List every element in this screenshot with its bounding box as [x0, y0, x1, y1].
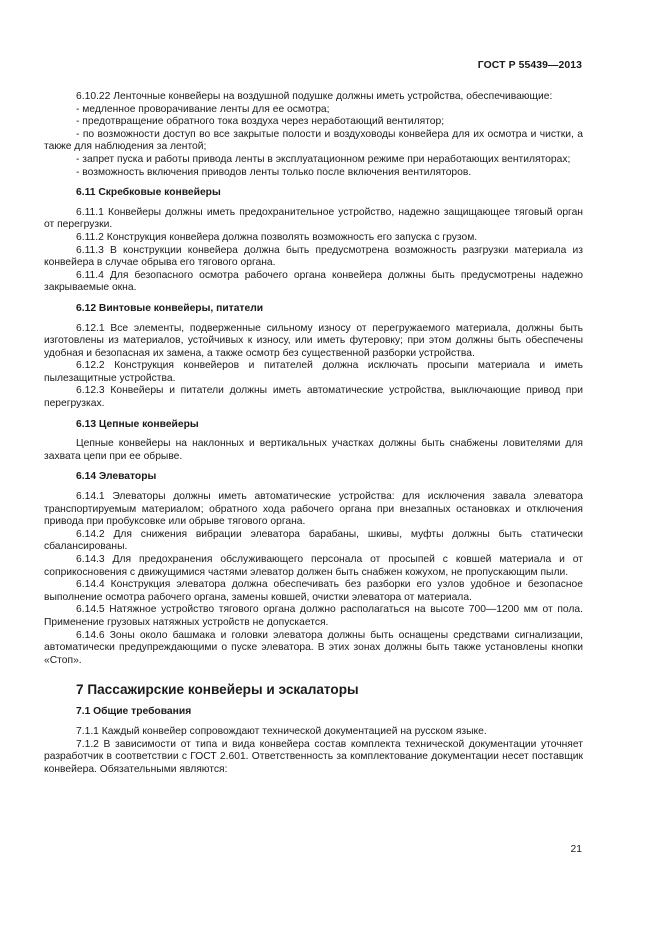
- paragraph: 6.11.2 Конструкция конвейера должна позволять возможность его запуска с грузом.: [76, 231, 478, 243]
- paragraph: - медленное проворачивание ленты для ее осмотра;: [76, 103, 330, 115]
- subsection-heading: 6.12 Винтовые конвейеры, питатели: [76, 302, 264, 314]
- paragraph: 6.14.4 Конструкция элеватора должна обеспечивать без разборки его узлов удобное и безопасное выполнение осмотра рабочего органа, замены ковшей, очистки элеватора от материала.: [44, 579, 583, 603]
- paragraph: - по возможности доступ во все закрытые полости и воздуховоды конвейера для их осмотра и чистки, а также для наблюдения за лентой;: [44, 128, 583, 153]
- paragraph: Цепные конвейеры на наклонных и вертикальных участках должны быть снабжены ловителями для захвата цепи при ее обрыве.: [44, 438, 583, 462]
- paragraph: 6.11.3 В конструкции конвейера должна быть предусмотрена возможность разгрузки материала из конвейера в случае обрыва его тягового органа.: [44, 244, 583, 269]
- document-code-header: ГОСТ Р 55439—2013: [477, 60, 582, 71]
- paragraph: 6.10.22 Ленточные конвейеры на воздушной подушке должны иметь устройства, обеспечивающие:: [76, 91, 553, 102]
- page-number: 21: [570, 844, 582, 855]
- paragraph: 7.1.1 Каждый конвейер сопровождают технической документацией на русском языке.: [76, 725, 487, 737]
- paragraph: 6.14.1 Элеваторы должны иметь автоматические устройства: для исключения завала элеватора транспортируемым материалом; обратного хода рабочего органа при внезапных остановках и отключения привода при пробуксовке или обрыве тягового органа.: [44, 491, 583, 528]
- paragraph: - запрет пуска и работы привода ленты в эксплуатационном режиме при неработающих вентиляторах;: [76, 153, 571, 165]
- document-body: [44, 91, 583, 776]
- subsection-heading: 6.13 Цепные конвейеры: [76, 418, 199, 430]
- subsection-heading: 6.14 Элеваторы: [76, 471, 157, 483]
- paragraph: 6.14.3 Для предохранения обслуживающего персонала от просыпей с ковшей материала и от соприкосновения с движущимися частями элеватор должен быть снабжен кожухом, не пропускающим пыли.: [44, 554, 583, 578]
- paragraph: 6.14.5 Натяжное устройство тягового органа должно располагаться на высоте 700—1200 мм от пола. Применение грузовых натяжных устройств не допускается.: [44, 604, 583, 628]
- paragraph: 7.1.2 В зависимости от типа и вида конвейера состав комплекта технической документации уточняет разработчик в соответствии с ГОСТ 2.601. Ответственность за комплектование документации несет поставщик конвейера. Обязательными являются:: [44, 738, 583, 775]
- paragraph: 6.14.2 Для снижения вибрации элеватора барабаны, шкивы, муфты должны быть статически сбалансированы.: [44, 528, 583, 553]
- paragraph: 6.12.3 Конвейеры и питатели должны иметь автоматические устройства, выключающие привод при перегрузках.: [44, 385, 583, 410]
- paragraph: 6.14.6 Зоны около башмака и головки элеватора должны быть оснащены средствами сигнализации, автоматически предупреждающими о пуске элеватора. В этих зонах должны быть также установлены кнопки «Стоп».: [44, 629, 583, 666]
- paragraph: 6.11.1 Конвейеры должны иметь предохранительное устройство, надежно защищающее тяговый орган от перегрузки.: [44, 206, 583, 231]
- paragraph: 6.12.1 Все элементы, подверженные сильному износу от перегружаемого материала, должны быть изготовлены из материалов, устойчивых к износу, или иметь футеровку; при этом должны быть обеспечены удобная и безопасная их замена, а также осмотр без существенной разборки устройства.: [44, 322, 583, 359]
- paragraph: - предотвращение обратного тока воздуха через неработающий вентилятор;: [76, 116, 445, 128]
- section-heading: 7 Пассажирские конвейеры и эскалаторы: [76, 682, 359, 698]
- subsection-heading: 7.1 Общие требования: [76, 706, 192, 718]
- subsection-heading: 6.11 Скребковые конвейеры: [76, 187, 221, 199]
- paragraph: 6.11.4 Для безопасного осмотра рабочего органа конвейера должны быть предусмотрены надежно закрываемые окна.: [44, 269, 583, 294]
- paragraph: 6.12.2 Конструкция конвейеров и питателей должна исключать просыпи материала и иметь пылезащитные устройства.: [44, 360, 583, 384]
- paragraph: - возможность включения приводов ленты только после включения вентиляторов.: [76, 166, 472, 178]
